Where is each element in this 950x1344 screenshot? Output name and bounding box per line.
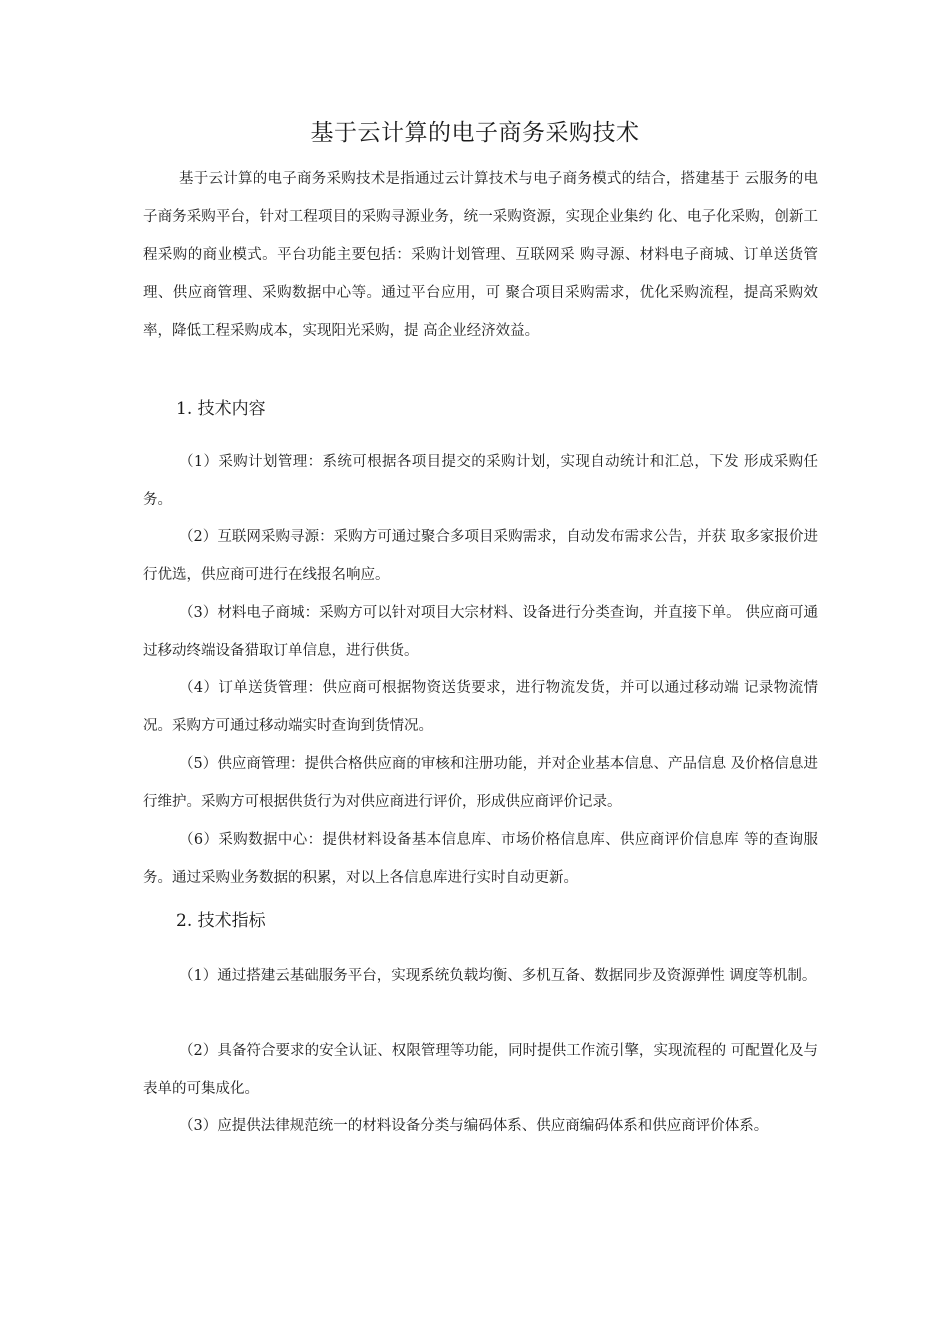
intro-paragraph: 基于云计算的电子商务采购技术是指通过云计算技术与电子商务模式的结合，搭建基于 云服务的电子商务采购平台，针对工程项目的采购寻源业务，统一采购资源，实现企业集约 化、电子化采购，创新工程采购的商业模式。平台功能主要包括：采购计划管理、互联网采 购寻源、材料电子商城、订单送货管理、供应商管理、采购数据中心等。通过平台应用，可 聚合项目采购需求，优化采购流程，提高采购效率，降低工程采购成本，实现阳光采购，提 高企业经济效益。 (143, 171, 818, 339)
section-heading-tech-indicators: 2. 技术指标 (176, 911, 266, 931)
tech-content-item-1: （1）采购计划管理：系统可根据各项目提交的采购计划，实现自动统计和汇总，下发 形成采购任务。 (143, 454, 818, 508)
document-title: 基于云计算的电子商务采购技术 (310, 120, 640, 146)
section-heading-tech-content: 1. 技术内容 (176, 399, 266, 419)
tech-content-item-3: （3）材料电子商城：采购方可以针对项目大宗材料、设备进行分类查询，并直接下单。 供应商可通过移动终端设备猎取订单信息，进行供货。 (143, 605, 818, 659)
tech-indicator-item-1: （1）通过搭建云基础服务平台，实现系统负载均衡、多机互备、数据同步及资源弹性 调度等机制。 (179, 968, 817, 984)
tech-content-item-2: （2）互联网采购寻源：采购方可通过聚合多项目采购需求，自动发布需求公告，并获 取多家报价进行优选，供应商可进行在线报名响应。 (143, 529, 818, 583)
tech-indicator-item-3: （3）应提供法律规范统一的材料设备分类与编码体系、供应商编码体系和供应商评价体系。 (179, 1118, 769, 1134)
tech-content-item-4: （4）订单送货管理：供应商可根据物资送货要求，进行物流发货，并可以通过移动端 记录物流情况。采购方可通过移动端实时查询到货情况。 (143, 680, 818, 734)
tech-indicator-item-2: （2）具备符合要求的安全认证、权限管理等功能，同时提供工作流引擎，实现流程的 可配置化及与表单的可集成化。 (143, 1043, 818, 1097)
tech-content-item-5: （5）供应商管理：提供合格供应商的审核和注册功能，并对企业基本信息、产品信息 及价格信息进行维护。采购方可根据供货行为对供应商进行评价，形成供应商评价记录。 (143, 756, 818, 810)
tech-content-item-6: （6）采购数据中心：提供材料设备基本信息库、市场价格信息库、供应商评价信息库 等的查询服务。通过采购业务数据的积累，对以上各信息库进行实时自动更新。 (143, 832, 818, 886)
